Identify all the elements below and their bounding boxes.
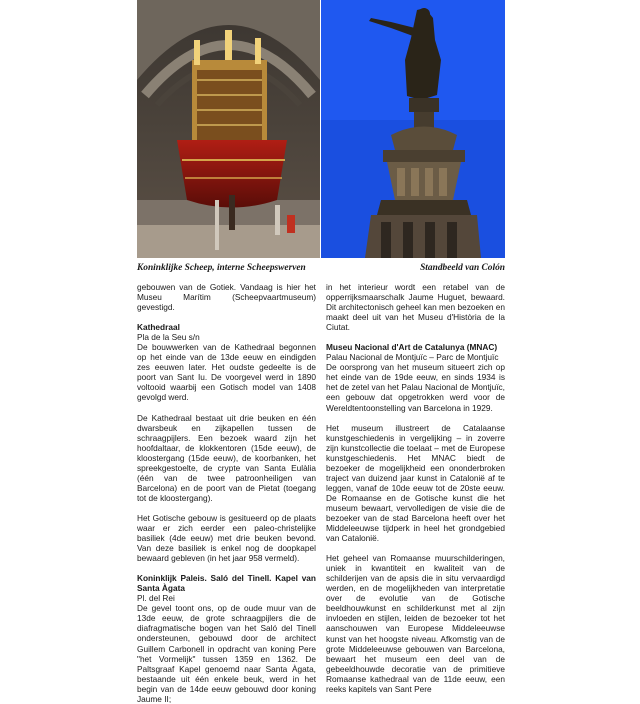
address-kathedraal: Pla de la Seu s/n [137,332,200,343]
body-paragraph: De oorsprong van het museum situeert zich op het einde van de 19de eeuw, en sinds 1934 is het de zetel van het Palau Nacional de Montjuïc, een gebouw dat opgetrokken werd voor de Wereldtentoonstelling van Barcelona in 1929. [326,362,505,413]
body-paragraph: De Kathedraal bestaat uit drie beuken en één dwarsbeuk en zijkapellen tussen de schraagpijlers. Een bezoek waard zijn het hoofdaltaar, de klokkentoren (15de eeuw), de kloostergang (15de eeuw), de koorbanken, het spreekgestoelte, de crypte van Santa Eulàlia (één van de twee patroonheiligen van Barcelona) en de poort van de Pietat (toegang tot de kloostergang). [137,412,316,503]
columbus-monument-photo [321,0,505,258]
text-column-right [326,282,505,694]
body-paragraph: De bouwwerken van de Kathedraal begonnen op het einde van de 13de eeuw en eindigden zes eeuwen later. Het oudste gedeelte is de poort van Sant Iu. De voorgevel werd in 1890 voltooid waarbij een Gotisch model van 1408 gevolgd werd. [137,342,316,403]
section-title-paleis: Koninklijk Paleis. Saló del Tinell. Kapel van Santa Àgata [137,573,316,594]
section-title-kathedraal: Kathedraal [137,322,180,333]
royal-galley-photo [137,0,320,258]
intro-paragraph: in het interieur wordt een retabel van de opperrijksmaarschalk Jaume Huguet, bewaard. Dit architectonisch geheel kan men bezoeken en maakt deel uit van het Museu d'Història de la Ciutat. [326,282,505,333]
body-paragraph: Het Gotische gebouw is gesitueerd op de plaats waar er zich eerder een paleo-christelijke basiliek (4de eeuw) met drie beuken bevond. Van deze basiliek is enkel nog de doopkapel bewaard gebleven (in het jaar 958 vermeld). [137,512,316,564]
caption-right: Standbeeld van Colón [420,263,505,273]
address-paleis: Pl. del Rei [137,593,175,604]
body-paragraph: De gevel toont ons, op de oude muur van de 13de eeuw, de grote schraagpijlers die de diafragmatische bogen van het Saló del Tinell ondersteunen, gebouwd door de architect Guillem Carbonell in opdracht van koning Pere "het Vormelijk" tussen 1359 en 1362. De Paltsgraaf Kapel genoemd naar Santa Àgata, bestaande uit één enkele beuk, werd in het begin van de 14de eeuw gebouwd door koning Jaume II; [137,603,316,704]
intro-paragraph: gebouwen van de Gotiek. Vandaag is hier het Museu Marítim (Scheepvaartmuseum) gevestigd. [137,282,316,313]
text-column-left [137,282,316,704]
body-paragraph: Het museum illustreert de Catalaanse kunstgeschiedenis in vergelijking – in zoverre zijn kunstcollectie die toelaat – met de Europese kunstgeschiedenis. Het MNAC biedt de bezoeker de mogelijkheid een ononderbroken traject van duizend jaar kunst in Catalonië af te leggen, vanaf de 10de eeuw tot de 20ste eeuw. De Romaanse en de Gotische kunst die het museum bewaart, vervolledigen de visie die de bezoeker van de stad Barcelona heeft over het Middeleeuwse tijdperk in heel het grondgebied van Catalonië. [326,422,505,544]
section-title-mnac: Museu Nacional d'Art de Catalunya (MNAC) [326,342,498,353]
address-mnac: Palau Nacional de Montjuïc – Parc de Montjuïc [326,352,499,363]
body-paragraph: Het geheel van Romaanse muurschilderingen, uniek in kwantiteit en kwaliteit van de schilderijen van de apsis die in situ vervaardigd werden, en de mogelijkheden van interpretatie over de evolutie van de Gotische beeldhouwkunst en schilderkunst met al zijn invloeden en stijlen, leiden de bezoeker tot het aanschouwen van Europese Middeleeuwse kunst van het hoogste niveau. Afkomstig van de grote Middeleeuwse gebouwen van Barcelona, bewaart het museum een deel van de gebeeldhouwde decoratie van de primitieve Romaanse kathedraal van de 11de eeuw, een reeks kapitels van Sant Pere [326,553,505,694]
caption-left: Koninklijke Scheep, interne Scheepswerven [137,263,306,273]
